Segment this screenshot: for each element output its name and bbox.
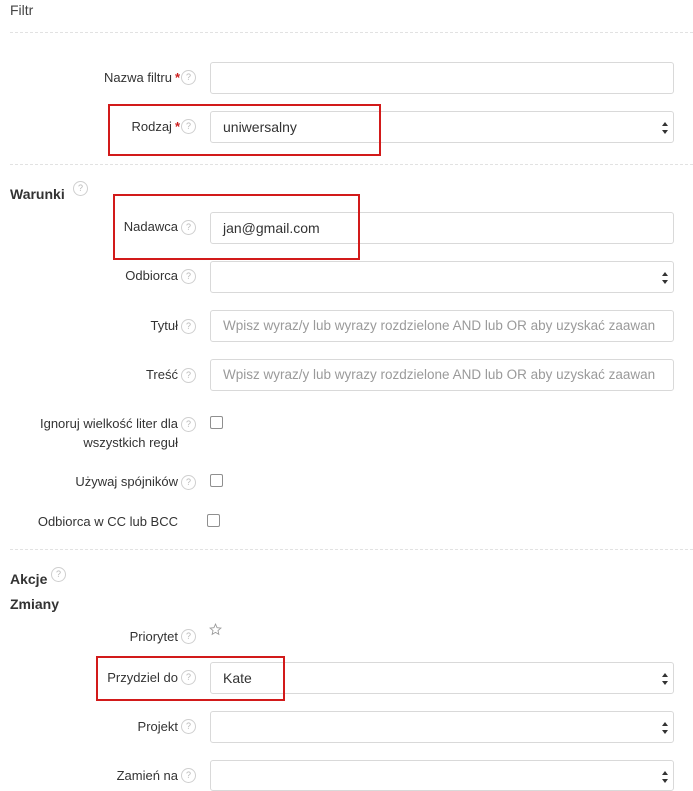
content-input[interactable]: Wpisz wyraz/y lub wyrazy rozdzielone AND lub OR aby uzyskać zaawan <box>210 359 674 391</box>
assign-select-value: Kate <box>223 670 252 686</box>
content-label: Treść <box>145 367 178 382</box>
help-icon[interactable]: ? <box>73 181 88 196</box>
use-conjunctions-label: Używaj spójników <box>75 474 178 489</box>
highlight-box <box>96 656 285 701</box>
conditions-title: Warunki <box>10 186 65 202</box>
ignore-case-checkbox[interactable] <box>210 416 223 429</box>
changes-title: Zmiany <box>10 596 60 612</box>
ignore-case-label: Ignoruj wielkość liter dla wszystkich reguł <box>39 416 178 450</box>
select-arrows-icon <box>661 121 669 135</box>
sender-label: Nadawca <box>123 219 178 234</box>
required-mark: * <box>174 119 180 134</box>
use-conjunctions-checkbox[interactable] <box>210 474 223 487</box>
select-arrows-icon <box>661 271 669 285</box>
divider <box>10 549 693 550</box>
help-icon[interactable]: ? <box>181 629 196 644</box>
highlight-box <box>108 104 381 156</box>
replace-label: Zamień na <box>116 768 178 783</box>
select-arrows-icon <box>661 721 669 735</box>
help-icon[interactable]: ? <box>181 368 196 383</box>
help-icon[interactable]: ? <box>181 475 196 490</box>
type-label: Rodzaj * <box>131 119 180 134</box>
help-icon[interactable]: ? <box>181 119 196 134</box>
help-icon[interactable]: ? <box>181 220 196 235</box>
type-select-value: uniwersalny <box>223 119 297 135</box>
help-icon[interactable]: ? <box>181 670 196 685</box>
recipient-select[interactable] <box>210 261 674 293</box>
required-mark: * <box>174 70 180 85</box>
sender-input[interactable]: jan@gmail.com <box>210 212 674 244</box>
subject-input[interactable]: Wpisz wyraz/y lub wyrazy rozdzielone AND lub OR aby uzyskać zaawan <box>210 310 674 342</box>
recipient-label: Odbiorca <box>125 268 178 283</box>
highlight-box <box>113 194 360 260</box>
assign-label: Przydziel do <box>107 670 178 685</box>
help-icon[interactable]: ? <box>181 319 196 334</box>
cc-bcc-label: Odbiorca w CC lub BCC <box>37 514 178 529</box>
star-icon[interactable] <box>209 623 222 636</box>
help-icon[interactable]: ? <box>181 417 196 432</box>
select-arrows-icon <box>661 770 669 784</box>
subject-label: Tytuł <box>150 318 178 333</box>
filter-name-label: Nazwa filtru * <box>104 70 180 85</box>
replace-select[interactable] <box>210 760 674 791</box>
project-select[interactable] <box>210 711 674 743</box>
help-icon[interactable]: ? <box>181 269 196 284</box>
help-icon[interactable]: ? <box>51 567 66 582</box>
divider <box>10 32 693 33</box>
page-title: Filtr <box>10 2 34 18</box>
project-label: Projekt <box>137 719 178 734</box>
priority-label: Priorytet <box>129 629 178 644</box>
divider <box>10 164 693 165</box>
filter-name-input[interactable] <box>210 62 674 94</box>
select-arrows-icon <box>661 672 669 686</box>
actions-title: Akcje <box>10 571 48 587</box>
help-icon[interactable]: ? <box>181 768 196 783</box>
help-icon[interactable]: ? <box>181 70 196 85</box>
help-icon[interactable]: ? <box>181 719 196 734</box>
cc-bcc-checkbox[interactable] <box>207 514 220 527</box>
